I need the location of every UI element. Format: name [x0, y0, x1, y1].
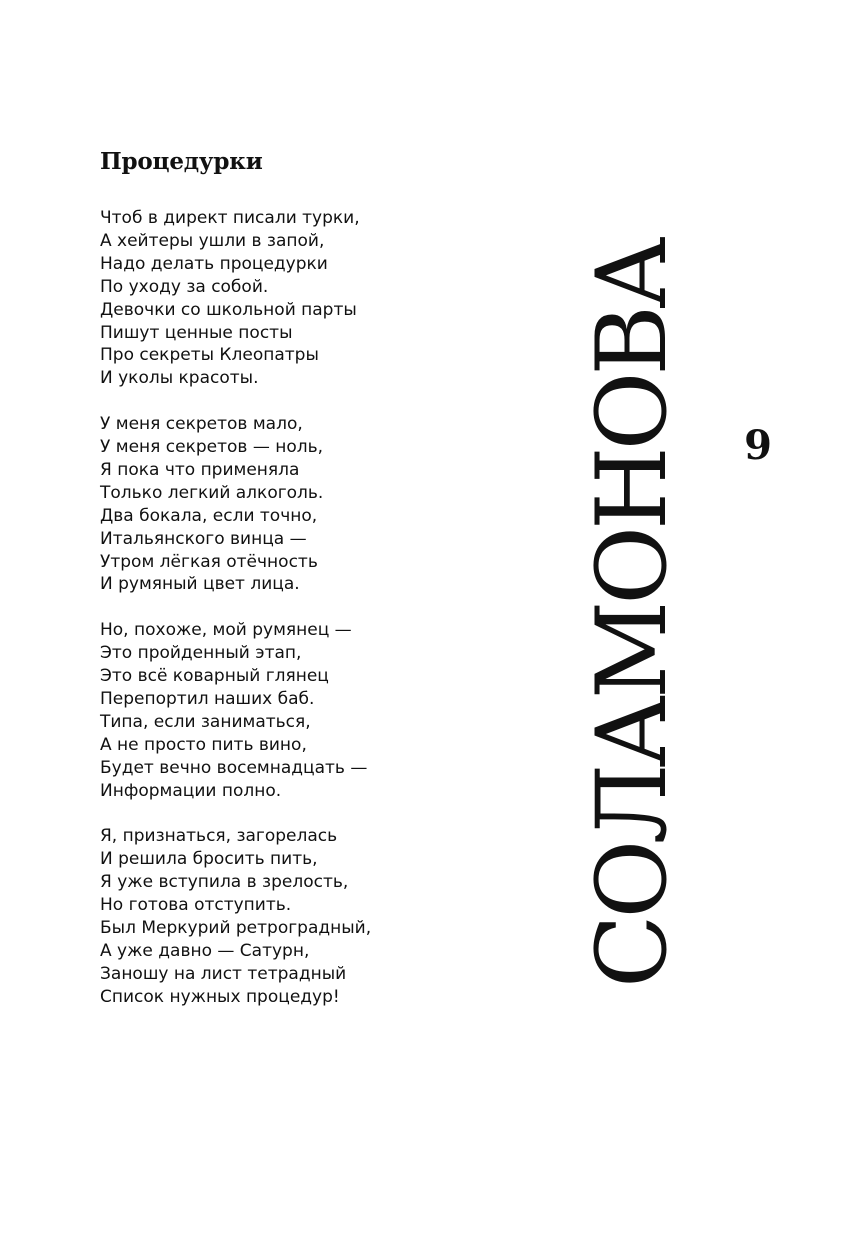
poem-line: Но готова отступить.	[100, 895, 292, 916]
poem-line: Про секреты Клеопатры	[100, 345, 319, 366]
poem-line: Заношу на лист тетрадный	[100, 963, 347, 984]
poem-line: Два бокала, если точно,	[100, 505, 318, 526]
poem-line: Надо делать процедурки	[100, 253, 328, 274]
poem-line: И румяный цвет лица.	[100, 574, 300, 595]
author-name-vertical	[576, 240, 688, 988]
poem-line: Типа, если заниматься,	[100, 711, 311, 732]
poem-line: Только легкий алкоголь.	[100, 482, 324, 503]
poem-line: А не просто пить вино,	[100, 734, 307, 755]
poem-line: И уколы красоты.	[100, 368, 259, 389]
poem-line: Но, похоже, мой румянец —	[100, 620, 352, 641]
poem-line: Это пройденный этап,	[100, 643, 302, 664]
page-number: 9	[744, 422, 772, 469]
poem-line: Список нужных процедур!	[100, 986, 340, 1007]
poem-body	[100, 207, 620, 1032]
stanza	[100, 825, 620, 1008]
poem-line: Пишут ценные посты	[100, 322, 293, 343]
poem-line: У меня секретов мало,	[100, 414, 303, 435]
poem-line: А уже давно — Сатурн,	[100, 940, 310, 961]
poem-line: Утром лёгкая отёчность	[100, 551, 318, 572]
poem-line: По уходу за собой.	[100, 276, 269, 297]
author-name-text: СОЛАМОНОВА	[576, 240, 688, 988]
stanza	[100, 619, 620, 802]
stanza	[100, 207, 620, 390]
poem-line: Будет вечно восемнадцать —	[100, 757, 368, 778]
poem-line: Я пока что применяла	[100, 459, 300, 480]
poem-line: Итальянского винца —	[100, 528, 307, 549]
poem-line: Был Меркурий ретроградный,	[100, 918, 372, 939]
poem-line: Я уже вступила в зрелость,	[100, 872, 349, 893]
poem-line: Это всё коварный глянец	[100, 666, 329, 687]
poem-title: Процедурки	[100, 148, 263, 175]
poem-line: У меня секретов — ноль,	[100, 437, 324, 458]
stanza	[100, 413, 620, 596]
poem-line: Девочки со школьной парты	[100, 299, 357, 320]
poem-line: И решила бросить пить,	[100, 849, 318, 870]
poem-line: А хейтеры ушли в запой,	[100, 230, 325, 251]
poem-line: Информации полно.	[100, 780, 282, 801]
poem-line: Чтоб в директ писали турки,	[100, 208, 360, 228]
poem-line: Перепортил наших баб.	[100, 689, 315, 709]
poem-line: Я, признаться, загорелась	[100, 826, 338, 847]
